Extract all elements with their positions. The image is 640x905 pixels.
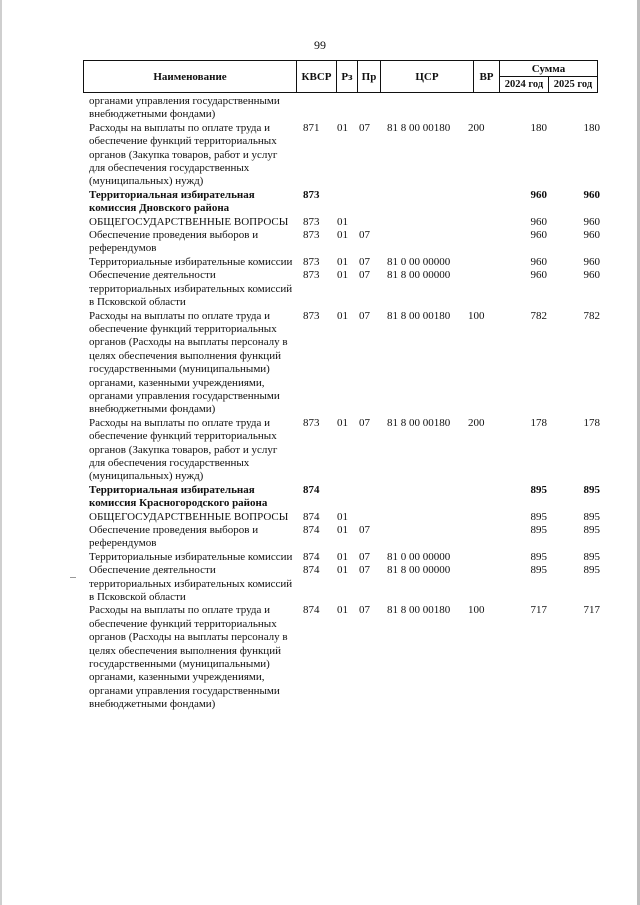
kvsr-cell: 873 <box>303 215 320 228</box>
table-body <box>89 95 601 712</box>
csr-cell: 81 8 00 00000 <box>387 269 451 282</box>
vr-cell: 200 <box>468 121 485 134</box>
kvsr-cell: 874 <box>303 550 320 563</box>
name-cell: Обеспечение деятельности территориальных избирательных комиссий в Псковской области <box>89 269 293 309</box>
sum-2025-cell: 895 <box>583 510 600 523</box>
kvsr-cell: 873 <box>303 416 320 429</box>
name-cell: ОБЩЕГОСУДАРСТВЕННЫЕ ВОПРОСЫ <box>89 215 289 228</box>
csr-cell: 81 8 00 00180 <box>387 416 451 429</box>
rz-cell: 01 <box>337 309 348 322</box>
sum-2024-cell: 895 <box>530 550 547 563</box>
rz-cell: 01 <box>337 510 348 523</box>
table-row <box>89 122 601 189</box>
kvsr-cell: 873 <box>303 255 320 268</box>
sum-2025-cell: 960 <box>583 229 600 242</box>
pr-cell: 07 <box>359 121 370 134</box>
table-row <box>89 484 601 511</box>
sum-2025-cell: 960 <box>583 255 600 268</box>
rz-cell: 01 <box>337 269 348 282</box>
rz-cell: 01 <box>337 564 348 577</box>
sum-2025-cell: 960 <box>583 188 600 201</box>
pr-cell: 07 <box>359 550 370 563</box>
name-cell: ОБЩЕГОСУДАРСТВЕННЫЕ ВОПРОСЫ <box>89 510 289 523</box>
kvsr-cell: 873 <box>303 229 320 242</box>
table-header <box>83 60 598 93</box>
csr-cell: 81 8 00 00180 <box>387 309 451 322</box>
kvsr-cell: 873 <box>303 188 320 201</box>
sum-2024-cell: 895 <box>530 524 547 536</box>
header-year-2025: 2025 год <box>553 79 593 90</box>
pr-cell: 07 <box>359 524 370 536</box>
kvsr-cell: 873 <box>303 269 320 282</box>
table-row <box>89 310 601 417</box>
pr-cell: 07 <box>359 564 370 577</box>
table-row <box>89 95 601 122</box>
rz-cell: 01 <box>337 550 348 563</box>
sum-2025-cell: 178 <box>583 416 600 429</box>
kvsr-cell: 874 <box>303 483 320 496</box>
table-row <box>89 269 601 309</box>
name-cell: Расходы на выплаты по оплате труда и обеспечение функций территориальных органов (Закупка товаров, работ и услуг для обеспечения государственных (муниципальных) нужд) <box>89 121 278 188</box>
sum-2025-cell: 180 <box>583 121 600 134</box>
sum-2024-cell: 960 <box>530 215 547 228</box>
rz-cell: 01 <box>337 604 348 617</box>
name-cell: Расходы на выплаты по оплате труда и обеспечение функций территориальных органов (Расходы на выплаты персоналу в целях обеспечения выполнения функций государственными (муниципальными) органами, казенными учреждениями, органами управления государственными внебюджетными фондами) <box>89 604 288 711</box>
pr-cell: 07 <box>359 229 370 242</box>
pr-cell: 07 <box>359 269 370 282</box>
sum-2025-cell: 895 <box>583 564 600 577</box>
name-cell: Территориальная избирательная комиссия Красногородского района <box>89 483 268 510</box>
kvsr-cell: 871 <box>303 121 320 134</box>
rz-cell: 01 <box>337 215 348 228</box>
kvsr-cell: 874 <box>303 510 320 523</box>
sum-2024-cell: 895 <box>530 510 547 523</box>
table-row <box>89 417 601 484</box>
rz-cell: 01 <box>337 229 348 242</box>
vr-cell: 100 <box>468 604 485 617</box>
pr-cell: 07 <box>359 416 370 429</box>
pr-cell: 07 <box>359 255 370 268</box>
rz-cell: 01 <box>337 524 348 536</box>
header-pr: Пр <box>358 61 381 92</box>
rz-cell: 01 <box>337 416 348 429</box>
sum-2025-cell: 960 <box>583 215 600 228</box>
sum-2024-cell: 960 <box>530 229 547 242</box>
table-row <box>89 551 601 564</box>
sum-2024-cell: 717 <box>530 604 547 617</box>
scan-mark <box>70 577 76 578</box>
sum-2025-cell: 895 <box>583 483 600 496</box>
kvsr-cell: 874 <box>303 524 320 536</box>
header-kvsr: КВСР <box>297 61 337 92</box>
kvsr-cell: 874 <box>303 564 320 577</box>
header-rz: Рз <box>337 61 358 92</box>
name-cell: Территориальная избирательная комиссия Дновского района <box>89 188 255 215</box>
sum-2024-cell: 960 <box>530 188 547 201</box>
sum-2025-cell: 895 <box>583 550 600 563</box>
sum-2024-cell: 180 <box>530 121 547 134</box>
sum-2024-cell: 960 <box>530 255 547 268</box>
header-vr: ВР <box>474 61 500 92</box>
header-name: Наименование <box>84 61 297 92</box>
table-row <box>89 564 601 604</box>
name-cell: Обеспечение проведения выборов и референдумов <box>89 524 259 550</box>
header-csr: ЦСР <box>381 61 474 92</box>
sum-2025-cell: 717 <box>583 604 600 617</box>
vr-cell: 100 <box>468 309 485 322</box>
table-row <box>89 229 601 256</box>
sum-2024-cell: 960 <box>530 269 547 282</box>
name-cell: органами управления государственными внебюджетными фондами) <box>89 95 280 121</box>
sum-2025-cell: 960 <box>583 269 600 282</box>
sum-2024-cell: 895 <box>530 483 547 496</box>
pr-cell: 07 <box>359 309 370 322</box>
csr-cell: 81 0 00 00000 <box>387 550 451 563</box>
csr-cell: 81 8 00 00000 <box>387 564 451 577</box>
table-row <box>89 524 601 551</box>
kvsr-cell: 874 <box>303 604 320 617</box>
name-cell: Территориальные избирательные комиссии <box>89 255 293 268</box>
table-row <box>89 256 601 269</box>
name-cell: Расходы на выплаты по оплате труда и обеспечение функций территориальных органов (Расходы на выплаты персоналу в целях обеспечения выполнения функций государственными (муниципальными) органами, казенными учреждениями, органами управления государственными внебюджетными фондами) <box>89 309 288 416</box>
table-row <box>89 604 601 711</box>
name-cell: Обеспечение проведения выборов и референдумов <box>89 229 259 255</box>
name-cell: Территориальные избирательные комиссии <box>89 550 293 563</box>
sum-2025-cell: 895 <box>583 524 600 536</box>
header-year-2024: 2024 год <box>500 77 549 92</box>
csr-cell: 81 8 00 00180 <box>387 121 451 134</box>
name-cell: Расходы на выплаты по оплате труда и обеспечение функций территориальных органов (Закупка товаров, работ и услуг для обеспечения государственных (муниципальных) нужд) <box>89 416 278 483</box>
sum-2024-cell: 178 <box>530 416 547 429</box>
scan-edge-left <box>0 0 2 905</box>
header-sum: Сумма <box>500 61 597 77</box>
sum-2024-cell: 895 <box>530 564 547 577</box>
table-row <box>89 216 601 229</box>
rz-cell: 01 <box>337 121 348 134</box>
pr-cell: 07 <box>359 604 370 617</box>
table-row <box>89 511 601 524</box>
vr-cell: 200 <box>468 416 485 429</box>
kvsr-cell: 873 <box>303 309 320 322</box>
csr-cell: 81 0 00 00000 <box>387 255 451 268</box>
csr-cell: 81 8 00 00180 <box>387 604 451 617</box>
sum-2024-cell: 782 <box>530 309 547 322</box>
page-number: 99 <box>314 38 326 52</box>
name-cell: Обеспечение деятельности территориальных избирательных комиссий в Псковской области <box>89 564 293 604</box>
rz-cell: 01 <box>337 255 348 268</box>
sum-2025-cell: 782 <box>583 309 600 322</box>
table-row <box>89 189 601 216</box>
